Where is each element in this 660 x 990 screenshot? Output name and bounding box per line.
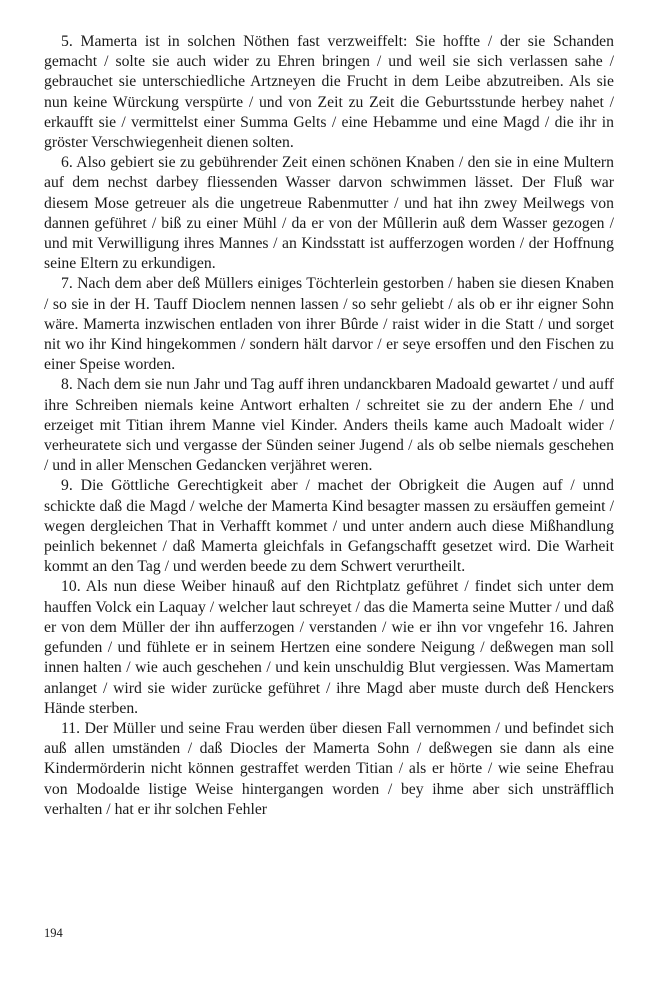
paragraph-5: 5. Mamerta ist in solchen Nöthen fast verzweiffelt: Sie hoffte / der sie Schanden gemacht / solte sie auch wider zu Ehren bringen / und weil sie sich verlassen sahe / gebrauchet sie unterschiedliche Artzneyen die Frucht in dem Leibe abzutreiben. Als sie nun keine Würckung verspürte / und von Zeit zu Zeit die Geburtsstunde herbey nahet / erkaufft sie / vermittelst einer Summa Gelts / eine Hebamme und eine Magd / die ihr in gröster Verschwiegenheit dienen solten.	[44, 33, 614, 152]
paragraph-6: 6. Also gebiert sie zu gebührender Zeit einen schönen Knaben / den sie in eine Multern auf dem nechst darbey fliessenden Wasser darvon schwimmen lässet. Der Fluß war diesem Mose getreuer als die ungetreue Rabenmutter / und hat ihn zwey Meilwegs von dannen geführet / biß zu einer Mühl / da er von der Mûllerin auß dem Wasser gezogen / und mit Verwilligung ihres Mannes / an Kindsstatt ist aufferzogen worden / der Hoffnung seine Eltern zu erkundigen.	[44, 154, 614, 273]
paragraph-8: 8. Nach dem sie nun Jahr und Tag auff ihren undanckbaren Madoald gewartet / und auff ihre Schreiben niemals keine Antwort erhalten / schreitet sie zu der andern Ehe / und erzeiget mit Titian ihrem Manne viel Kinder. Anders theils kame auch Madoalt wider / verheuratete sich und vergasse der Sünden seiner Jugend / als ob selbe niemals geschehen / und in aller Menschen Gedancken verjähret weren.	[44, 376, 614, 475]
paragraph-9: 9. Die Göttliche Gerechtigkeit aber / machet der Obrigkeit die Augen auf / unnd schickte daß die Magd / welche der Mamerta Kind besagter massen zu ersäuffen gemeint / wegen dergleichen That in Verhafft kommet / und unter andern auch diese Mißhandlung peinlich bekennet / daß Mamerta gleichfals in Gefangschafft gesetzet wird. Die Warheit kommt an den Tag / und werden beede zu dem Schwert verurtheilt.	[44, 477, 614, 576]
paragraph-10: 10. Als nun diese Weiber hinauß auf den Richtplatz geführet / findet sich unter dem hauffen Volck ein Laquay / welcher laut schreyet / das die Mamerta seine Mutter / und daß er von dem Müller der ihn aufferzogen / verstanden / wie er ihn vor vngefehr 16. Jahren gefunden / und fühlete er in seinem Hertzen eine sondere Neigung / deßwegen man soll innen halten / wie auch geschehen / und kein unschuldig Blut vergiessen. Was Mamertam anlanget / wird sie wider zurücke geführet / ihre Magd aber muste durch deß Henckers Hände sterben.	[44, 578, 614, 717]
page-number: 194	[44, 926, 63, 940]
paragraph-11: 11. Der Müller und seine Frau werden über diesen Fall vernommen / und befindet sich auß allen umständen / daß Diocles der Mamerta Sohn / deßwegen sie dann als eine Kindermörderin nicht können gestraffet werden Titian / als er hörte / wie seine Ehefrau von Modoalde listige Weise hintergangen worden / bey ihme aber sich unsträfflich verhalten / hat er ihr solchen Fehler	[44, 719, 614, 818]
body-text	[44, 32, 614, 820]
paragraph-7: 7. Nach dem aber deß Müllers einiges Töchterlein gestorben / haben sie diesen Knaben / so sie in der H. Tauff Dioclem nennen lassen / so sehr geliebt / als ob er ihr eigner Sohn wäre. Mamerta inzwischen entladen von ihrer Bûrde / raist wider in die Statt / und sorget nit wo ihr Kind hingekommen / sondern hält darvor / er seye ersoffen und den Fischen zu einer Speise worden.	[44, 275, 614, 374]
